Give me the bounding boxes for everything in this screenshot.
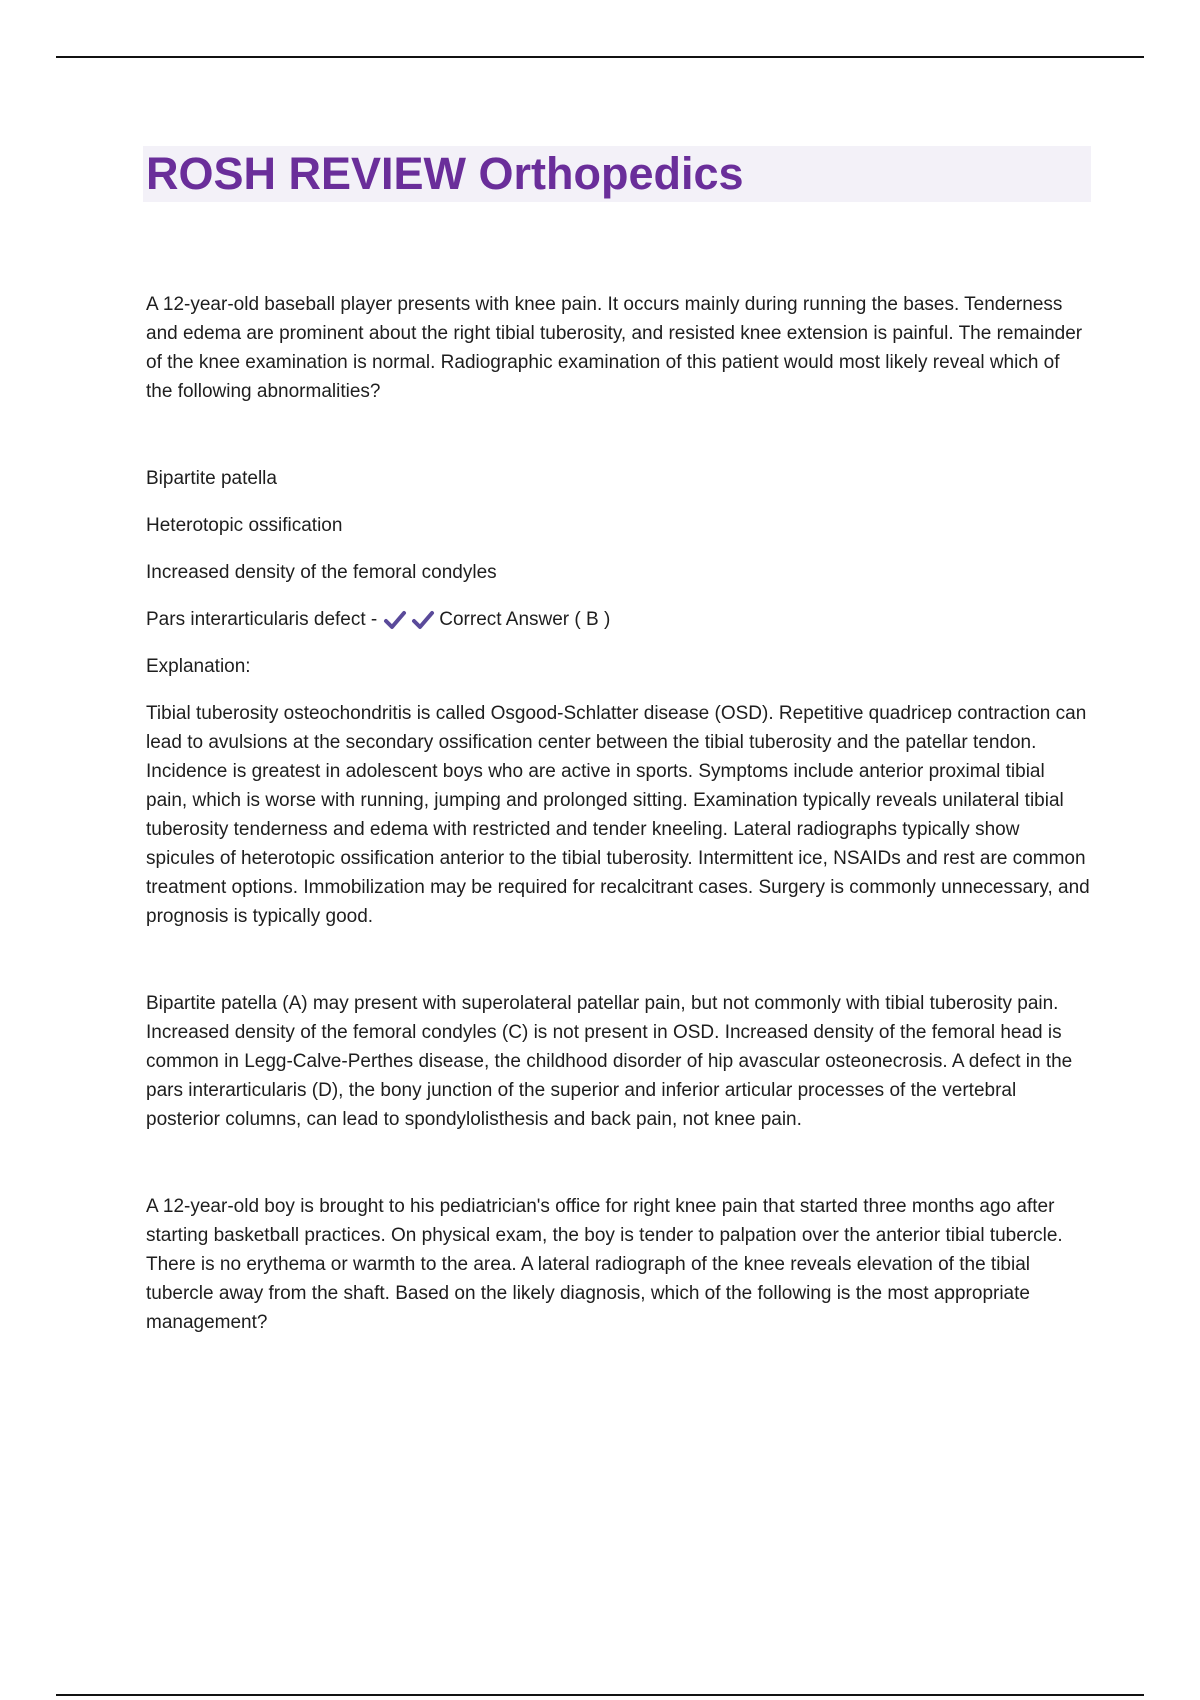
question-1-stem: A 12-year-old baseball player presents with knee pain. It occurs mainly during running the bases. Tenderness and edema are prominent about the right tibial tuberosity, and resisted knee extension is painful. The remainder of the knee examination is normal. Radiographic examination of this patient would most likely reveal which of the following abnormalities? [146,294,1083,402]
top-rule [56,56,1144,58]
option-d: Pars interarticularis defect - [146,609,378,630]
page-title: ROSH REVIEW Orthopedics [146,148,744,199]
explanation-paragraph-1: Tibial tuberosity osteochondritis is called Osgood-Schlatter disease (OSD). Repetitive quadricep contraction can lead to avulsions at the secondary ossification center between the tibial tuberosity and the patellar tendon. Incidence is greatest in adolescent boys who are active in sports. Symptoms include anterior proximal tibial pain, which is worse with running, jumping and prolonged sitting. Examination typically reveals unilateral tibial tuberosity tenderness and edema with restricted and tender kneeling. Lateral radiographs typically show spicules of heterotopic ossification anterior to the tibial tuberosity. Intermittent ice, NSAIDs and rest are common treatment options. Immobilization may be required for recalcitrant cases. Surgery is commonly unnecessary, and prognosis is typically good. [146,703,1090,927]
question-2-stem: A 12-year-old boy is brought to his pediatrician's office for right knee pain that started three months ago after starting basketball practices. On physical exam, the boy is tender to palpation over the anterior tibial tubercle. There is no erythema or warmth to the area. A lateral radiograph of the knee reveals elevation of the tibial tubercle away from the shaft. Based on the likely diagnosis, which of the following is the most appropriate management? [146,1196,1063,1333]
check-icon [409,608,437,632]
correct-answer-label: Correct Answer ( B ) [439,609,611,630]
document-body [146,290,1091,1337]
option-d-with-answer [146,605,1091,634]
bottom-rule [56,1694,1144,1696]
explanation-paragraph-2: Bipartite patella (A) may present with superolateral patellar pain, but not commonly with tibial tuberosity pain. Increased density of the femoral condyles (C) is not present in OSD. Increased density of the femoral head is common in Legg-Calve-Perthes disease, the childhood disorder of hip avascular osteonecrosis. A defect in the pars interarticularis (D), the bony junction of the superior and inferior articular processes of the vertebral posterior columns, can lead to spondylolisthesis and back pain, not knee pain. [146,993,1073,1130]
option-b: Heterotopic ossification [146,515,343,536]
check-icon [381,608,409,632]
option-a: Bipartite patella [146,468,277,489]
explanation-label: Explanation: [146,656,251,677]
option-c: Increased density of the femoral condyles [146,562,497,583]
